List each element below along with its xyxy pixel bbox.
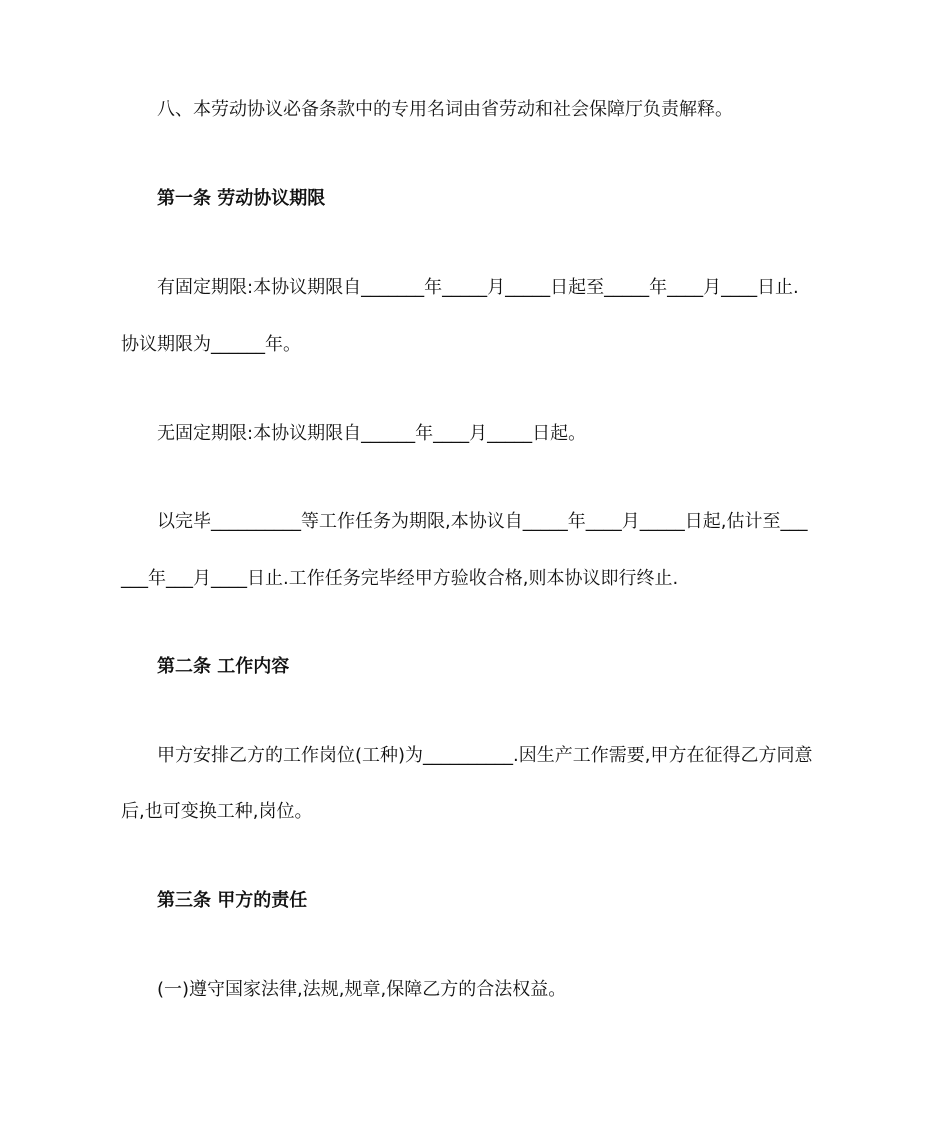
paragraph-party-a-duty-one: (一)遵守国家法律,法规,规章,保障乙方的合法权益。 — [157, 979, 567, 1000]
paragraph-clause-eight: 八、本劳动协议必备条款中的专用名词由省劳动和社会保障厅负责解释。 — [157, 99, 733, 120]
heading-article-two: 第二条 工作内容 — [157, 656, 290, 677]
paragraph-work-content-line2: 后,也可变换工种,岗位。 — [121, 801, 313, 822]
heading-article-three: 第三条 甲方的责任 — [157, 890, 308, 911]
paragraph-work-content-line1: 甲方安排乙方的工作岗位(工种)为__________.因生产工作需要,甲方在征得乙方同意 — [157, 745, 813, 766]
paragraph-indefinite-term: 无固定期限:本协议期限自______年____月_____日起。 — [157, 423, 587, 444]
paragraph-fixed-term-line2: 协议期限为______年。 — [121, 334, 301, 355]
paragraph-fixed-term-line1: 有固定期限:本协议期限自_______年_____月_____日起至_____年____月____日止. — [157, 277, 799, 298]
heading-article-one: 第一条 劳动协议期限 — [157, 188, 326, 209]
paragraph-task-term-line2: ___年___月____日止.工作任务完毕经甲方验收合格,则本协议即行终止. — [121, 568, 679, 589]
paragraph-task-term-line1: 以完毕__________等工作任务为期限,本协议自_____年____月_____日起,估计至___ — [157, 511, 808, 532]
